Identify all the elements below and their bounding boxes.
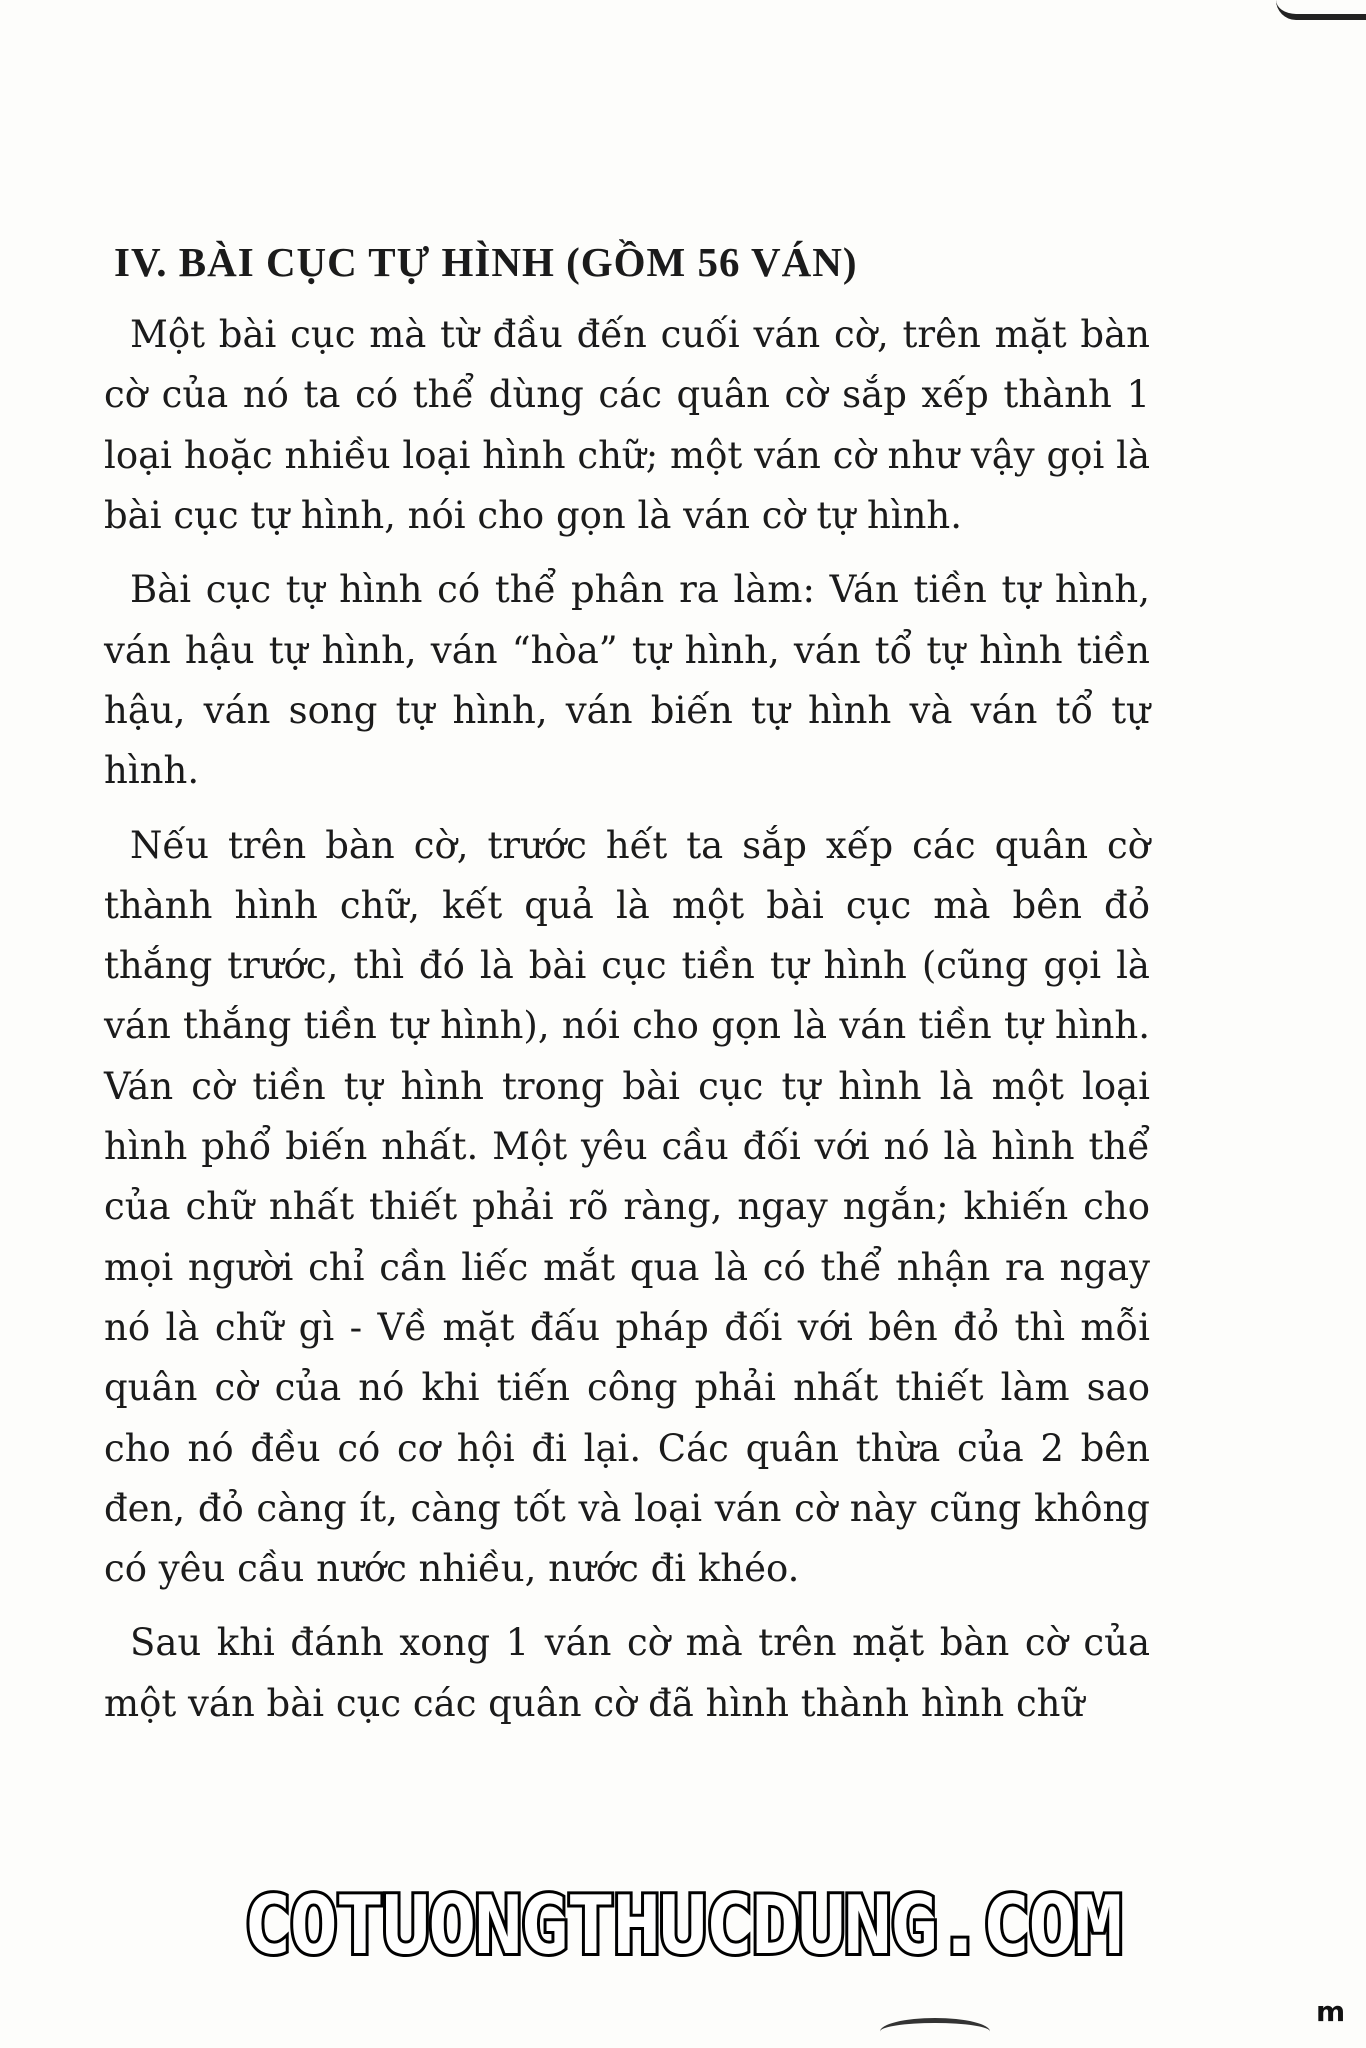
scan-bottom-mark <box>880 2018 990 2045</box>
watermark-text: COTUONGTHUCDUNG.COM <box>243 1879 1121 1972</box>
paragraph-3: Nếu trên bàn cờ, trước hết ta sắp xếp các quân cờ thành hình chữ, kết quả là một bài cục mà bên đỏ thắng trước, thì đó là bài cục tiền tự hình (cũng gọi là ván thắng tiền tự hình), nói cho gọn là ván tiền tự hình. Ván cờ tiền tự hình trong bài cục tự hình là một loại hình phổ biến nhất. Một yêu cầu đối với nó là hình thể của chữ nhất thiết phải rõ ràng, ngay ngắn; khiến cho mọi người chỉ cần liếc mắt qua là có thể nhận ra ngay nó là chữ gì - Về mặt đấu pháp đối với bên đỏ thì mỗi quân cờ của nó khi tiến công phải nhất thiết làm sao cho nó đều có cơ hội đi lại. Các quân thừa của 2 bên đen, đỏ càng ít, càng tốt và loại ván cờ này cũng không có yêu cầu nước nhiều, nước đi khéo. <box>104 823 1150 1591</box>
paragraph-4: Sau khi đánh xong 1 ván cờ mà trên mặt bàn cờ của một ván bài cục các quân cờ đã hình thành hình chữ <box>104 1621 1150 1725</box>
section-heading: IV. BÀI CỤC TỰ HÌNH (GỒM 56 VÁN) <box>114 239 858 285</box>
paragraph-1: Một bài cục mà từ đầu đến cuối ván cờ, trên mặt bàn cờ của nó ta có thể dùng các quân cờ sắp xếp thành 1 loại hoặc nhiều loại hình chữ; một ván cờ như vậy gọi là bài cục tự hình, nói cho gọn là ván cờ tự hình. <box>104 313 1150 538</box>
page-number: m <box>1316 1995 1346 2028</box>
paragraph-2: Bài cục tự hình có thể phân ra làm: Ván tiền tự hình, ván hậu tự hình, ván “hòa” tự hình, ván tổ tự hình tiền hậu, ván song tự hình, ván biến tự hình và ván tổ tự hình. <box>104 568 1150 793</box>
page-content <box>104 238 1150 1748</box>
scan-edge-mark <box>1276 0 1366 20</box>
